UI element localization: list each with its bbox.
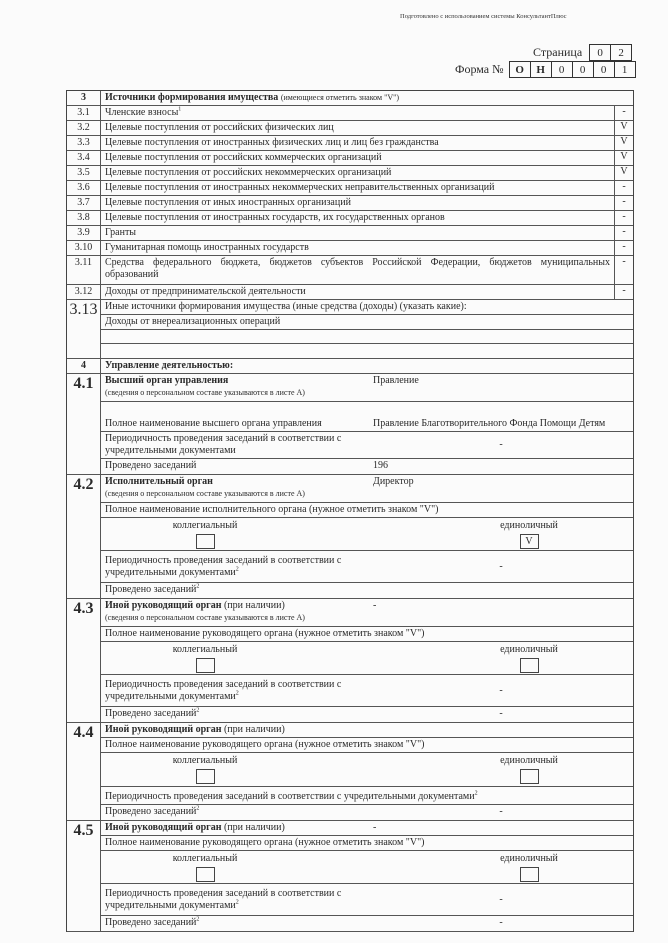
sole-checkbox-label: единоличный [500, 853, 558, 864]
source-label-cell [101, 241, 614, 255]
sole-checkbox-label: единоличный [500, 755, 558, 766]
row-number: 3.1 [67, 106, 101, 120]
form-digit: Н [530, 61, 552, 78]
page-digit: 2 [610, 44, 632, 61]
collegial-checkbox-group [105, 755, 305, 784]
section-number: 4 [67, 359, 101, 373]
periodicity-row [101, 675, 633, 707]
meetings-held-row [101, 583, 633, 598]
source-row [67, 151, 633, 166]
row-number: 3.4 [67, 151, 101, 165]
row-number: 3.11 [67, 256, 101, 284]
sole-checkbox-group [429, 644, 629, 673]
footnote-ref: 2 [196, 916, 200, 923]
source-label-cell [101, 226, 614, 240]
other-sources-block [67, 300, 633, 359]
row-number: 3.13 [67, 300, 101, 358]
periodicity-label-cell [105, 679, 373, 703]
section-title-note: (имеющиеся отметить знаком "V") [280, 93, 400, 102]
periodicity-row [101, 787, 633, 805]
source-mark: V [614, 151, 633, 165]
source-row [67, 285, 633, 300]
collegial-checkbox-label: коллегиальный [172, 755, 238, 766]
section-4-header [67, 359, 633, 374]
collegial-checkbox[interactable] [196, 534, 215, 549]
source-row [67, 256, 633, 285]
source-mark: - [614, 211, 633, 225]
periodicity-row [101, 551, 633, 583]
meetings-held-label: Проведено заседаний [105, 460, 197, 471]
meetings-held-label: Проведено заседаний [105, 584, 197, 595]
section-number: 3 [67, 91, 101, 105]
source-mark: V [614, 166, 633, 180]
meetings-held-value: 196 [373, 460, 388, 471]
source-label: Целевые поступления от российских физических лиц [105, 122, 334, 133]
page-number [533, 44, 632, 61]
block-value: - [373, 822, 377, 833]
sole-checkbox[interactable]: V [520, 534, 539, 549]
collegial-checkbox-group [105, 644, 305, 673]
periodicity-value: - [499, 893, 503, 905]
meetings-held-label: Проведено заседаний [105, 708, 197, 719]
sole-checkbox[interactable] [520, 769, 539, 784]
source-label: Целевые поступления от иностранных физических лиц и лиц без гражданства [105, 137, 439, 148]
source-label: Членские взносы [105, 107, 179, 118]
type-checkbox-row [101, 518, 633, 551]
row-number: 3.8 [67, 211, 101, 225]
meetings-held-row [101, 805, 633, 820]
governance-block [67, 475, 633, 599]
periodicity-value: - [499, 684, 503, 696]
governance-block [67, 723, 633, 821]
source-label-cell [101, 106, 614, 120]
periodicity-value: - [499, 439, 503, 450]
footnote-ref: 2 [474, 790, 478, 797]
periodicity-label: Периодичность проведения заседаний в соответствии с учредительными документами [105, 791, 475, 802]
other-source-line [101, 330, 633, 344]
periodicity-label-cell [105, 555, 373, 579]
meetings-held-label-cell [105, 917, 373, 930]
block-title-cell [105, 375, 373, 400]
meetings-held-label: Проведено заседаний [105, 917, 197, 928]
collegial-checkbox-label: коллегиальный [172, 644, 238, 655]
governance-block [67, 599, 633, 723]
meetings-held-label-cell [105, 708, 373, 721]
block-value: - [373, 600, 377, 611]
block-content [101, 374, 633, 474]
block-note: (сведения о персональном составе указываются в листе А) [105, 388, 305, 397]
meetings-held-value: - [499, 708, 503, 719]
source-label-cell [101, 211, 614, 225]
section-title-cell [101, 91, 633, 105]
sole-checkbox[interactable] [520, 867, 539, 882]
source-label: Целевые поступления от иностранных некоммерческих неправительственных организаций [105, 182, 495, 193]
block-title-row [101, 723, 633, 738]
block-title-cell [105, 822, 373, 834]
form-number [455, 61, 636, 78]
periodicity-row [101, 432, 633, 459]
row-number: 3.9 [67, 226, 101, 240]
form-table [66, 90, 634, 932]
block-title-cell [105, 476, 373, 501]
periodicity-label: Периодичность проведения заседаний в соответствии с учредительными документами [105, 433, 342, 456]
source-label-cell [101, 196, 614, 210]
other-source-line [101, 344, 633, 358]
sole-checkbox-group [429, 853, 629, 882]
collegial-checkbox-label: коллегиальный [172, 520, 238, 531]
meetings-held-value [373, 584, 629, 597]
type-checkbox-row [101, 753, 633, 787]
type-label: Полное наименование руководящего органа (нужное отметить знаком "V") [101, 627, 633, 642]
other-source-line: Доходы от внереализационных операций [101, 315, 633, 330]
type-label: Полное наименование руководящего органа (нужное отметить знаком "V") [101, 836, 633, 851]
checkbox-row [105, 519, 629, 549]
meetings-held-row [101, 459, 633, 474]
footnote-ref: 2 [196, 707, 200, 714]
governance-block [67, 821, 633, 932]
page-digit: 0 [589, 44, 611, 61]
block-title-row [101, 374, 633, 402]
source-label: Доходы от предпринимательской деятельности [105, 286, 306, 297]
meetings-held-row [101, 707, 633, 722]
periodicity-label: Периодичность проведения заседаний в соответствии с учредительными документами [105, 678, 342, 702]
source-mark: V [614, 121, 633, 135]
form-digit: 1 [614, 61, 636, 78]
block-value: Директор [373, 476, 414, 487]
source-mark: - [614, 196, 633, 210]
source-row [67, 211, 633, 226]
block-content [101, 723, 633, 820]
source-mark: - [614, 106, 633, 120]
type-checkbox-row [101, 642, 633, 675]
block-value [373, 724, 629, 736]
source-row [67, 241, 633, 256]
row-number: 3.12 [67, 285, 101, 299]
collegial-checkbox-group [105, 520, 305, 549]
form-digit: 0 [593, 61, 615, 78]
block-title: Исполнительный орган [105, 476, 213, 487]
source-row [67, 121, 633, 136]
block-title: Иной руководящий орган [105, 724, 222, 735]
footnote-ref: 2 [235, 899, 239, 906]
form-digit: 0 [551, 61, 573, 78]
periodicity-label-cell [105, 888, 373, 912]
type-label: Полное наименование руководящего органа (нужное отметить знаком "V") [101, 738, 633, 753]
source-label: Целевые поступления от иностранных государств, их государственных органов [105, 212, 445, 223]
sole-checkbox-label: единоличный [500, 644, 558, 655]
source-label: Целевые поступления от иных иностранных организаций [105, 197, 351, 208]
source-label: Целевые поступления от российских некоммерческих организаций [105, 167, 392, 178]
collegial-checkbox[interactable] [196, 867, 215, 882]
block-title-note: (при наличии) [223, 822, 285, 833]
source-row [67, 106, 633, 121]
row-number: 3.6 [67, 181, 101, 195]
checkbox-row [105, 643, 629, 673]
block-title-cell [105, 724, 373, 736]
sole-checkbox-label: единоличный [500, 520, 558, 531]
meetings-held-row [101, 916, 633, 931]
type-checkbox-row [101, 851, 633, 884]
source-label-cell [101, 151, 614, 165]
source-mark: - [614, 226, 633, 240]
source-label: Целевые поступления от российских коммерческих организаций [105, 152, 382, 163]
block-number: 4.3 [67, 599, 101, 722]
source-row [67, 226, 633, 241]
source-label-cell [101, 181, 614, 195]
footnote-ref: 1 [178, 106, 182, 113]
block-title: Иной руководящий орган [105, 822, 222, 833]
source-mark: - [614, 285, 633, 299]
block-number: 4.4 [67, 723, 101, 820]
block-content [101, 475, 633, 598]
checkbox-row [105, 852, 629, 882]
top-note: Подготовлено с использованием системы КонсультантПлюс [400, 13, 567, 20]
block-title-row [101, 821, 633, 836]
source-label-cell [101, 256, 614, 284]
source-label-cell [101, 285, 614, 299]
block-title-note: (при наличии) [223, 724, 285, 735]
source-label: Гранты [105, 227, 137, 238]
periodicity-row [101, 884, 633, 916]
source-label-cell [101, 121, 614, 135]
source-label: Гуманитарная помощь иностранных государств [105, 242, 309, 253]
block-title-row [101, 475, 633, 503]
periodicity-label: Периодичность проведения заседаний в соответствии с учредительными документами [105, 887, 342, 911]
block-title-cell [105, 600, 373, 625]
row-number: 3.5 [67, 166, 101, 180]
source-mark: - [614, 241, 633, 255]
source-label-cell [101, 166, 614, 180]
source-label-cell [101, 136, 614, 150]
source-row [67, 136, 633, 151]
section-title: Управление деятельностью: [105, 360, 234, 371]
source-row [67, 181, 633, 196]
meetings-held-label-cell [105, 584, 373, 597]
fullname-label: Полное наименование высшего органа управления [105, 418, 322, 429]
block-title-note: (при наличии) [223, 600, 285, 611]
row-number: 3.2 [67, 121, 101, 135]
sole-checkbox-group [429, 520, 629, 549]
row-number: 3.7 [67, 196, 101, 210]
source-row [67, 166, 633, 181]
block-note: (сведения о персональном составе указываются в листе А) [105, 613, 305, 622]
block-title: Иной руководящий орган [105, 600, 222, 611]
footnote-ref: 2 [196, 583, 200, 590]
type-label: Полное наименование исполнительного органа (нужное отметить знаком "V") [101, 503, 633, 518]
block-title-row [101, 599, 633, 627]
block-number: 4.1 [67, 374, 101, 474]
form-digit: 0 [572, 61, 594, 78]
periodicity-value: - [499, 560, 503, 572]
collegial-checkbox[interactable] [196, 658, 215, 673]
source-mark: - [614, 181, 633, 195]
governance-block [67, 374, 633, 475]
other-sources-content [101, 300, 633, 358]
periodicity-label-cell [105, 791, 619, 803]
footnote-ref: 2 [235, 690, 239, 697]
source-label: Средства федерального бюджета, бюджетов субъектов Российской Федерации, бюджетов муниципальных образований [105, 257, 610, 280]
row-number: 3.3 [67, 136, 101, 150]
row-number: 3.10 [67, 241, 101, 255]
source-row [67, 196, 633, 211]
collegial-checkbox-label: коллегиальный [172, 853, 238, 864]
block-title: Высший орган управления [105, 375, 229, 386]
meetings-held-value: - [499, 806, 503, 817]
form-label: Форма № [455, 62, 504, 76]
source-mark: V [614, 136, 633, 150]
block-content [101, 599, 633, 722]
source-mark: - [614, 256, 633, 284]
meetings-held-label-cell [105, 806, 373, 819]
block-value: Правление [373, 375, 419, 386]
footnote-ref: 2 [235, 566, 239, 573]
other-sources-label: Иные источники формирования имущества (иные средства (доходы) (указать какие): [101, 300, 633, 315]
block-note: (сведения о персональном составе указываются в листе А) [105, 489, 305, 498]
meetings-held-value: - [499, 917, 503, 928]
fullname-row [101, 402, 633, 432]
block-number: 4.5 [67, 821, 101, 931]
fullname-value: Правление Благотворительного Фонда Помощи Детям [373, 418, 606, 429]
section-title: Источники формирования имущества [105, 92, 279, 103]
checkbox-row [105, 754, 629, 784]
collegial-checkbox-group [105, 853, 305, 882]
periodicity-label: Периодичность проведения заседаний в соответствии с учредительными документами [105, 554, 342, 578]
form-digit: О [509, 61, 531, 78]
block-number: 4.2 [67, 475, 101, 598]
meetings-held-label-cell [105, 460, 373, 473]
sole-checkbox-group [429, 755, 629, 784]
collegial-checkbox[interactable] [196, 769, 215, 784]
page-label: Страница [533, 45, 583, 59]
sole-checkbox[interactable] [520, 658, 539, 673]
meetings-held-label: Проведено заседаний [105, 806, 197, 817]
periodicity-label-cell [105, 433, 373, 457]
footnote-ref: 2 [196, 805, 200, 812]
block-content [101, 821, 633, 931]
section-3-header [67, 91, 633, 106]
